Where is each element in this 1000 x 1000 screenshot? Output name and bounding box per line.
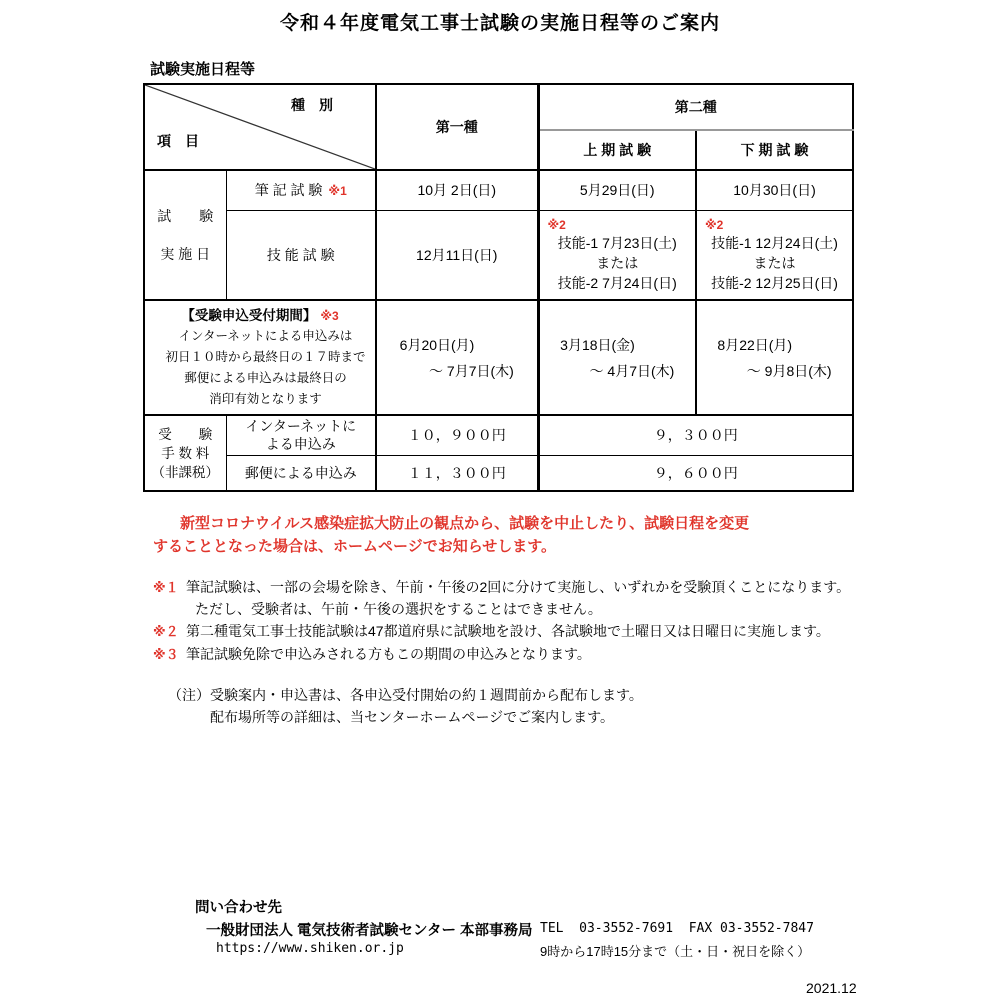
corner-cell [144,84,376,170]
footnote-ref-2: ※2 [705,217,724,232]
written-first-date: 10月 2日(日) [376,170,538,210]
header-late-exam: 下 期 試 験 [696,130,853,170]
corner-kind-label: 種 別 [291,97,333,113]
practical-late-dates: ※2 技能-1 12月24日(土) または 技能-2 12月25日(日) [696,210,853,300]
footnotes [153,577,913,666]
footnote-3: ※３ 筆記試験免除で申込みされる方もこの期間の申込みとなります。 [153,645,591,662]
contact-hours: 9時から17時15分まで（土・日・祝日を除く） [540,944,811,959]
footnote-ref-3: ※3 [320,308,339,323]
exam-day-group-label [144,170,226,300]
practical-early-dates: ※2 技能-1 7月23日(土) または 技能-2 7月24日(日) [538,210,696,300]
written-early-date: 5月29日(日) [538,170,696,210]
note-label: （注） [168,687,210,703]
application-first-period: 6月20日(月) ～ 7月7日(木) [376,300,538,415]
schedule-table [143,83,854,492]
application-period-cell: 【受験申込受付期間】 ※3 インターネットによる申込みは 初日１０時から最終日の１７時まで 郵便による申込みは最終日の 消印有効となります [144,300,376,415]
internet-fee-first: １０，９００円 [376,415,538,455]
mail-application-label: 郵便による申込み [226,455,376,491]
footnote-ref-1: ※1 [328,184,347,199]
application-early-period: 3月18日(金) ～ 4月7日(木) [538,300,696,415]
corner-item-label: 項 目 [157,133,199,149]
section-heading: 試験実施日程等 [150,61,256,78]
application-late-period: 8月22日(月) ～ 9月8日(木) [696,300,853,415]
written-exam-label: 筆 記 試 験 ※1 [226,170,376,210]
mail-fee-second: ９，６００円 [538,455,853,491]
page-title: 令和４年度電気工事士試験の実施日程等のご案内 [279,13,720,34]
internet-application-label: インターネットに よる申込み [226,415,376,455]
exam-day-line2: 実 施 日 [160,246,211,262]
contact-org: 一般財団法人 電気技術者試験センター 本部事務局 [206,923,533,939]
footer-date: 2021.12 [806,980,857,996]
header-second-class: 第二種 [538,84,853,130]
contact-tel-fax: TEL 03-3552-7691 FAX 03-3552-7847 [540,921,814,936]
internet-fee-second: ９，３００円 [538,415,853,455]
fee-group-label: 受 験 手 数 料 （非課税） [144,415,226,491]
practical-first-date: 12月11日(日) [376,210,538,300]
contact-heading: 問い合わせ先 [195,900,282,916]
mail-fee-first: １１，３００円 [376,455,538,491]
practical-exam-label: 技 能 試 験 [226,210,376,300]
covid-notice: 新型コロナウイルス感染症拡大防止の観点から、試験を中止したり、試験日程を変更 することとなった場合は、ホームページでお知らせします。 [153,515,750,555]
footnote-1: ※１ 筆記試験は、一部の会場を除き、午前・午後の2回に分けて実施し、いずれかを受験頂くことになります。 ただし、受験者は、午前・午後の選択をすることはできません。 [153,579,851,617]
header-early-exam: 上 期 試 験 [538,130,696,170]
written-late-date: 10月30日(日) [696,170,853,210]
diagonal-line [145,85,375,169]
footnote-2: ※２ 第二種電気工事士技能試験は47都道府県に試験地を設け、各試験地で土曜日又は日曜日に実施します。 [153,623,830,639]
exam-day-line1: 試 験 [157,208,214,224]
contact-url: https://www.shiken.or.jp [216,941,404,956]
footnote-ref-2: ※2 [547,217,566,232]
note: （注） 受験案内・申込書は、各申込受付開始の約１週間前から配布します。 配布場所等の詳細は、当センターホームページでご案内します。 [168,684,643,728]
header-first-class: 第一種 [376,84,538,170]
